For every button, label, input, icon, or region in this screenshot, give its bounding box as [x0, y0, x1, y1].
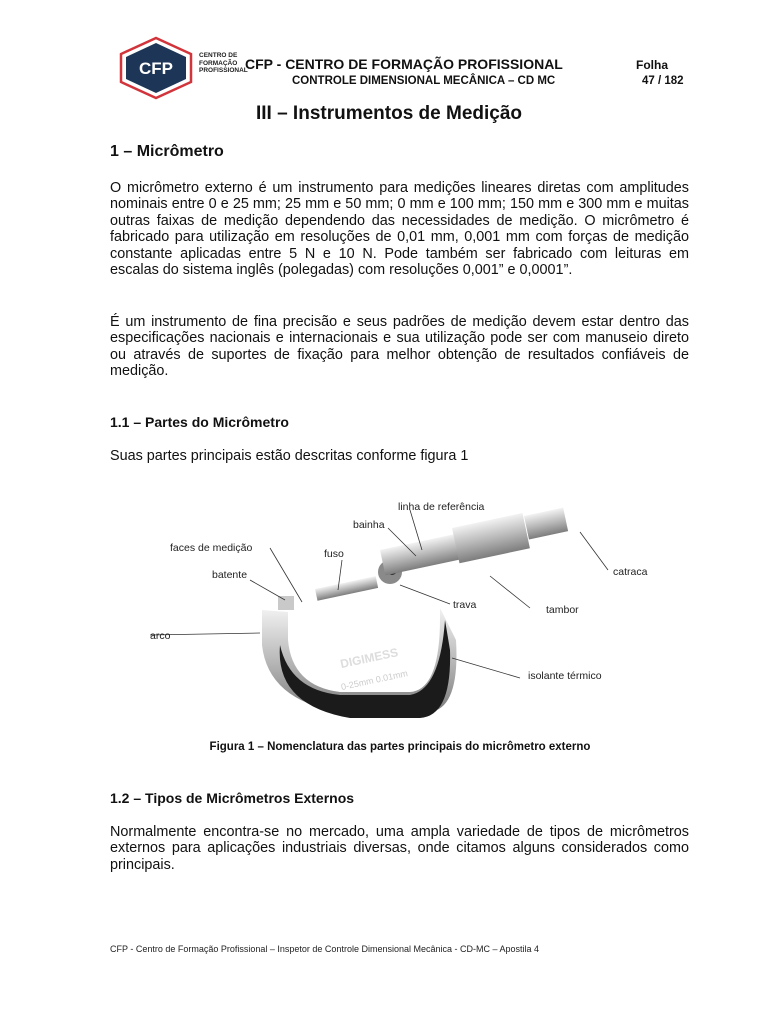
micrometer-figure [140, 490, 648, 730]
logo-caption-line: CENTRO DE [199, 52, 238, 59]
label-catraca: catraca [613, 566, 648, 578]
logo-caption [199, 52, 248, 75]
cfp-logo [117, 36, 195, 100]
header-title: CFP - CENTRO DE FORMAÇÃO PROFISSIONAL [245, 56, 563, 72]
label-arco: arco [150, 630, 171, 642]
label-fuso: fuso [324, 548, 344, 560]
subsection-heading: 1.2 – Tipos de Micrômetros Externos [110, 790, 355, 806]
brand-text: DIGIMESS [339, 645, 400, 672]
folha-label: Folha [636, 58, 668, 72]
label-tambor: tambor [546, 604, 579, 616]
paragraph: Normalmente encontra-se no mercado, uma ampla variedade de tipos de micrômetros externos para aplicações industriais diversas, onde citamos alguns considerados como principais. [110, 824, 689, 873]
label-bainha: bainha [353, 519, 385, 531]
paragraph: O micrômetro externo é um instrumento para medições lineares diretas com amplitudes nominais entre 0 e 25 mm; 25 mm e 50 mm; 0 mm e 100 mm; 150 mm e 300 mm e muitas outras faixas de medição dependendo das necessidades de medição. O micrômetro é fabricado para utilização em resoluções de 0,01 mm, 0,001 mm com forças de medição constante aplicadas entre 5 N e 10 N. Pode também ser fabricado com leituras em escalas do sistema inglês (polegadas) com resoluções 0,001” e 0,0001”. [110, 180, 689, 279]
label-linha-referencia: linha de referência [398, 501, 485, 513]
spec-text: 0-25mm 0.01mm [340, 668, 409, 693]
logo-caption-line: PROFISSIONAL [199, 67, 248, 74]
header-subtitle: CONTROLE DIMENSIONAL MECÂNICA – CD MC [292, 75, 556, 87]
paragraph: É um instrumento de fina precisão e seus padrões de medição devem estar dentro das especificações nacionais e internacionais e sua utilização pode ser com manuseio direto ou através de suportes de fixação para melhor obtenção de resultados confiáveis de medição. [110, 314, 689, 380]
logo-caption-line: FORMAÇÃO [199, 59, 238, 67]
paragraph: Suas partes principais estão descritas conforme figura 1 [110, 448, 469, 464]
logo-text: CFP [139, 59, 173, 78]
label-isolante: isolante térmico [528, 670, 602, 682]
page-footer: CFP - Centro de Formação Profissional – Inspetor de Controle Dimensional Mecânica - CD-MC – Apostila 4 [110, 944, 540, 954]
section-heading: 1 – Micrômetro [110, 143, 224, 160]
page-number: 47 / 182 [642, 75, 684, 87]
figure-caption: Figura 1 – Nomenclatura das partes principais do micrômetro externo [209, 741, 591, 753]
label-batente: batente [212, 569, 248, 581]
chapter-title: III – Instrumentos de Medição [255, 103, 523, 124]
label-trava: trava [453, 599, 477, 611]
subsection-heading: 1.1 – Partes do Micrômetro [110, 414, 289, 430]
label-faces-medicao: faces de medição [170, 542, 253, 554]
